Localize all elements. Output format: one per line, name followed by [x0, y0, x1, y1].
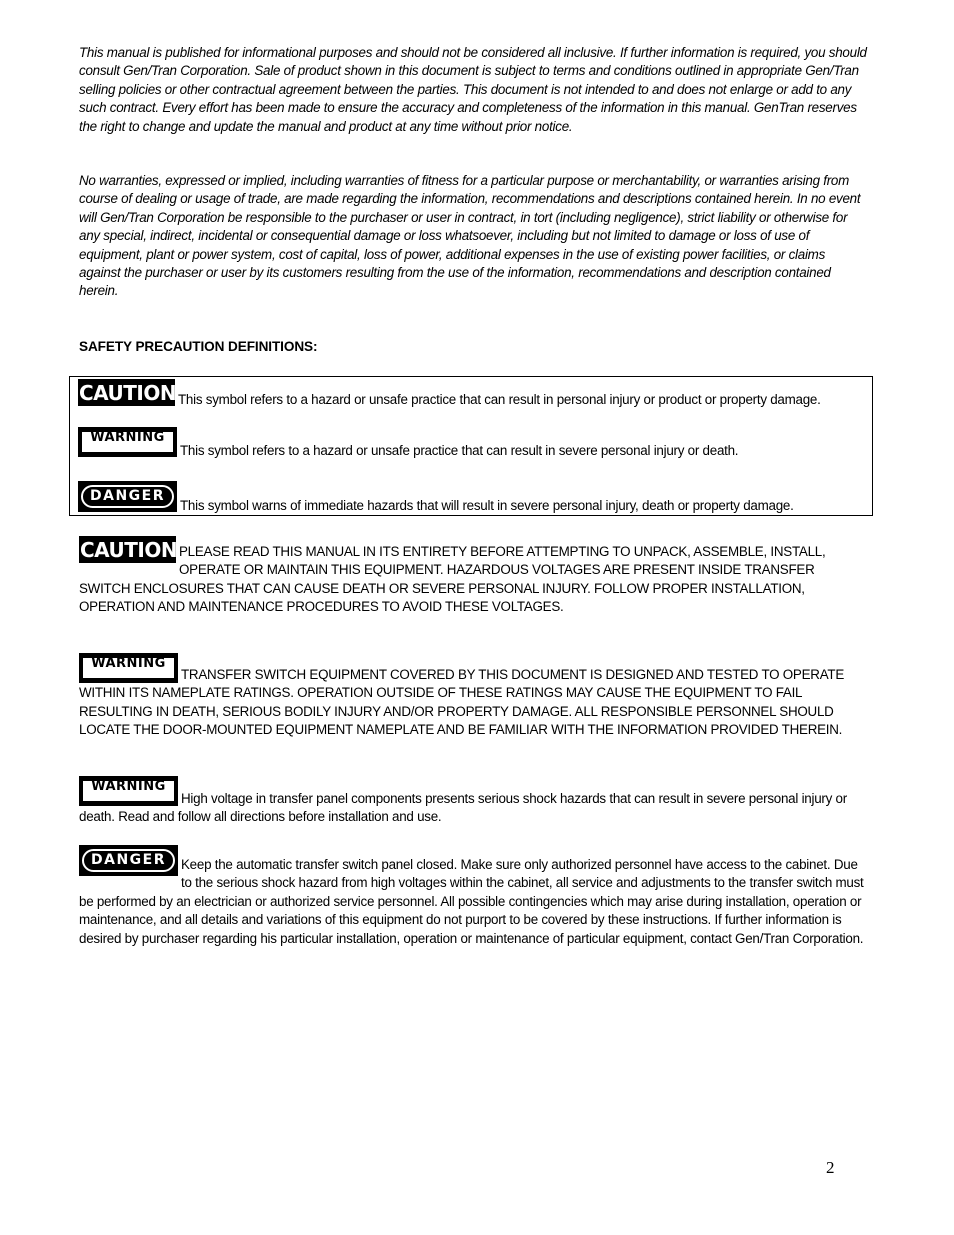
page-number: 2: [826, 1158, 835, 1177]
definition-warning: [78, 427, 738, 458]
definition-caution-text: This symbol refers to a hazard or unsafe practice that can result in personal injury or product or property damage.: [178, 392, 821, 407]
danger-symbol-icon: DANGER: [78, 481, 177, 512]
warning-symbol-icon: WARNING: [79, 776, 178, 806]
disclaimer-paragraph-2: No warranties, expressed or implied, including warranties of fitness for a particular purpose or merchantability, or warranties arising from course of dealing or usage of trade, are made regarding the information, recommendations and descriptions contained herein. In no event will Gen/Tran Corporation be responsible to the purchaser or user in contract, in tort (including negligence), strict liability or otherwise for any special, indirect, incidental or consequential damage or loss whatsoever, including but not limited to damage or loss of use of equipment, plant or power system, cost of capital, loss of power, additional expenses in the use of existing power facilities, or claims against the purchaser or user by its customers resulting from the use of the information, recommendations and description contained herein.: [79, 173, 861, 299]
caution-notice-text: PLEASE READ THIS MANUAL IN ITS ENTIRETY BEFORE ATTEMPTING TO UNPACK, ASSEMBLE, INSTALL, OPERATE OR MAINTAIN THIS EQUIPMENT. HAZARDOUS VOLTAGES ARE PRESENT INSIDE TRANSFER SWITCH ENCLOSURES THAT CAN CAUSE DEATH OR SEVERE PERSONAL INJURY. FOLLOW PROPER INSTALLATION, OPERATION AND MAINTENANCE PROCEDURES TO AVOID THESE VOLTAGES.: [79, 544, 826, 615]
warning-notice-2: [79, 779, 869, 827]
definition-danger-text: This symbol warns of immediate hazards that will result in severe personal injury, death or property damage.: [180, 498, 794, 513]
definition-danger: [78, 481, 794, 513]
definition-warning-text: This symbol refers to a hazard or unsafe practice that can result in severe personal injury or death.: [180, 443, 739, 458]
danger-symbol-icon: DANGER: [79, 845, 178, 876]
warning-symbol-icon: WARNING: [78, 427, 177, 457]
warning-symbol-icon: WARNING: [79, 653, 178, 683]
caution-symbol-icon: CAUTION: [79, 381, 177, 405]
warning-notice-1: [79, 656, 869, 740]
danger-notice-text: Keep the automatic transfer switch panel closed. Make sure only authorized personnel have access to the cabinet. Due to the serious shock hazard from high voltages within the cabinet, all service and adjustments to the transfer switch must be performed by an electrician or authorized service personnel. All possible contingencies which may arise during installation, operation or maintenance, and all details and variations of this equipment do not purport to be covered by these instructions. If further information is desired by purchaser regarding his particular installation, operation or maintenance of particular equipment, contact Gen/Tran Corporation.: [79, 857, 864, 946]
caution-symbol-icon: CAUTION: [80, 538, 178, 562]
caution-notice: [79, 538, 869, 617]
warning-notice-1-text: TRANSFER SWITCH EQUIPMENT COVERED BY THIS DOCUMENT IS DESIGNED AND TESTED TO OPERATE WITHIN ITS NAMEPLATE RATINGS. OPERATION OUTSIDE OF THESE RATINGS MAY CAUSE THE EQUIPMENT TO FAIL RESULTING IN DEATH, SERIOUS BODILY INJURY AND/OR PROPERTY DAMAGE. ALL RESPONSIBLE PERSONNEL SHOULD LOCATE THE DOOR-MOUNTED EQUIPMENT NAMEPLATE AND BE FAMILIAR WITH THE INFORMATION PROVIDED THEREIN.: [79, 667, 845, 738]
disclaimer-paragraph-1: This manual is published for informational purposes and should not be considered all inclusive. If further information is required, you should consult Gen/Tran Corporation. Sale of product shown in this document is subject to terms and conditions outlined in appropriate Gen/Tran selling policies or other contractual agreement between the parties. This document is not intended to and does not enlarge or add to any such contract. Every effort has been made to ensure the accuracy and completeness of the information in this manual. GenTran reserves the right to change and update the manual and product at any time without prior notice.: [79, 45, 867, 134]
section-heading: SAFETY PRECAUTION DEFINITIONS:: [79, 339, 318, 354]
definitions-box: [69, 376, 873, 516]
definition-caution: [78, 379, 821, 407]
danger-notice: [79, 852, 869, 948]
warning-notice-2-text: High voltage in transfer panel components presents serious shock hazards that can result in severe personal injury or death. Read and follow all directions before installation and use.: [79, 791, 847, 825]
